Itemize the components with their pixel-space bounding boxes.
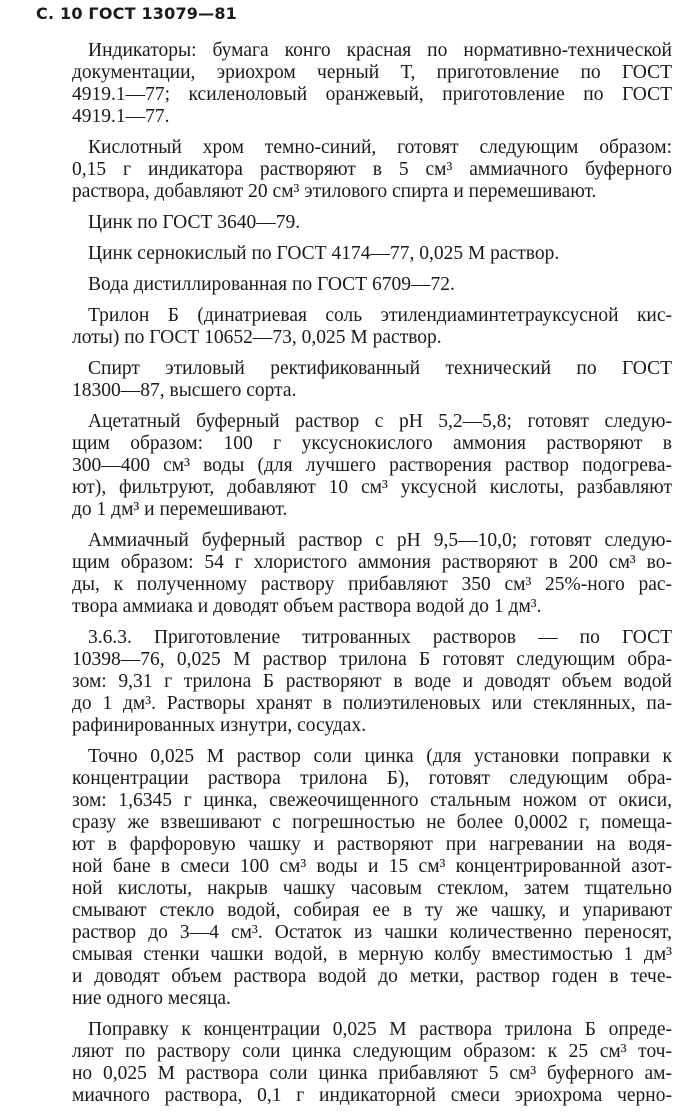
page-header: С. 10 ГОСТ 13079—81 xyxy=(36,4,237,23)
text-line: раствора, добавляют 20 см³ этилового спирта и перемешивают. xyxy=(72,181,597,202)
text-line: Аммиачный буферный раствор с рН 9,5—10,0; готовят следую- xyxy=(88,530,672,551)
paragraph-trilon xyxy=(72,305,672,349)
text-line: зом: 1,6345 г цинка, свежеочищенного стальным ножом от окиси, xyxy=(72,790,672,811)
text-line: лоты) по ГОСТ 10652—73, 0,025 М раствор. xyxy=(72,327,442,348)
text-line: ной кислоты, накрыв чашку часовым стеклом, затем тщательно xyxy=(72,878,672,899)
paragraph-zinc-sulfate xyxy=(88,243,672,265)
text-line: 18300—87, высшего сорта. xyxy=(72,380,297,401)
text-line: раствор до 3—4 см³. Остаток из чашки количественно переносят, xyxy=(72,922,672,943)
paragraph-section-3-6-3 xyxy=(72,627,672,737)
text-line: 300—400 см³ воды (для лучшего растворения раствор подогрева- xyxy=(72,455,672,476)
text-line: смывают стекло водой, собирая ее в ту же чашку, и упаривают xyxy=(72,900,672,921)
text-line: до 1 дм³ и перемешивают. xyxy=(72,499,288,520)
text-line: 3.6.3. Приготовление титрованных растворов — по ГОСТ xyxy=(88,627,672,648)
paragraph-distilled-water xyxy=(88,274,672,296)
text-line: Спирт этиловый ректификованный технический по ГОСТ xyxy=(88,358,672,379)
text-line: зом: 9,31 г трилона Б растворяют в воде и доводят объем водой xyxy=(72,671,672,692)
text-line: ной бане в смеси 100 см³ воды и 15 см³ концентрированной азот- xyxy=(72,856,672,877)
text-line: ды, к полученному раствору прибавляют 350 см³ 25%-ного рас- xyxy=(72,574,672,595)
text-line: ляют по раствору соли цинка следующим образом: к 25 см³ точ- xyxy=(72,1041,672,1062)
paragraph-indicators xyxy=(72,40,672,128)
paragraph-zinc-salt-solution xyxy=(72,746,672,1010)
document-body xyxy=(72,40,672,1116)
text-line: но 0,025 М раствора соли цинка прибавляют 5 см³ буферного ам- xyxy=(72,1063,672,1084)
text-line: миачного раствора, 0,1 г индикаторной смеси эриохрома черно- xyxy=(72,1085,672,1106)
text-line: ние одного месяца. xyxy=(72,988,231,1009)
text-line: 4919.1—77; ксиленоловый оранжевый, приготовление по ГОСТ xyxy=(72,84,672,105)
paragraph-ethanol xyxy=(72,358,672,402)
text-line: и доводят объем раствора водой до метки, раствор годен в тече- xyxy=(72,966,672,987)
text-line: смывая стенки чашки водой, в мерную колбу вместимостью 1 дм³ xyxy=(72,944,672,965)
text-line: концентрации раствора трилона Б), готовят следующим обра- xyxy=(72,768,672,789)
text-line: до 1 дм³. Растворы хранят в полиэтиленовых или стеклянных, па- xyxy=(72,693,672,714)
text-line: Трилон Б (динатриевая соль этилендиаминтетрауксусной кис- xyxy=(88,305,672,326)
text-line: Вода дистиллированная по ГОСТ 6709—72. xyxy=(88,274,455,295)
text-line: ют в фарфоровую чашку и растворяют при нагревании на водя- xyxy=(72,834,672,855)
text-line: Ацетатный буферный раствор с рН 5,2—5,8; готовят следую- xyxy=(88,411,672,432)
text-line: щим образом: 100 г уксуснокислого аммония растворяют в xyxy=(72,433,672,454)
text-line: Кислотный хром темно-синий, готовят следующим образом: xyxy=(88,137,672,158)
text-line: документации, эриохром черный Т, приготовление по ГОСТ xyxy=(72,62,672,83)
text-line: Поправку к концентрации 0,025 М раствора трилона Б опреде- xyxy=(88,1019,672,1040)
text-line: сразу же взвешивают с погрешностью не более 0,0002 г, помеща- xyxy=(72,812,672,833)
paragraph-zinc xyxy=(88,212,672,234)
paragraph-ammonia-buffer xyxy=(72,530,672,618)
text-line: твора аммиака и доводят объем раствора водой до 1 дм³. xyxy=(72,596,542,617)
text-line: Цинк по ГОСТ 3640—79. xyxy=(88,212,301,233)
paragraph-chrome-blue xyxy=(72,137,672,203)
text-line: 4919.1—77. xyxy=(72,106,170,127)
text-line: Точно 0,025 М раствор соли цинка (для установки поправки к xyxy=(88,746,672,767)
text-line: Цинк сернокислый по ГОСТ 4174—77, 0,025 М раствор. xyxy=(88,243,560,264)
text-line: Индикаторы: бумага конго красная по нормативно-технической xyxy=(88,40,672,61)
text-line: 10398—76, 0,025 М раствор трилона Б готовят следующим обра- xyxy=(72,649,672,670)
text-line: рафинированных изнутри, сосудах. xyxy=(72,715,367,736)
text-line: ют), фильтруют, добавляют 10 см³ уксусной кислоты, разбавляют xyxy=(72,477,672,498)
paragraph-acetate-buffer xyxy=(72,411,672,521)
text-line: щим образом: 54 г хлористого аммония растворяют в 200 см³ во- xyxy=(72,552,672,573)
text-line: 0,15 г индикатора растворяют в 5 см³ аммиачного буферного xyxy=(72,159,672,180)
